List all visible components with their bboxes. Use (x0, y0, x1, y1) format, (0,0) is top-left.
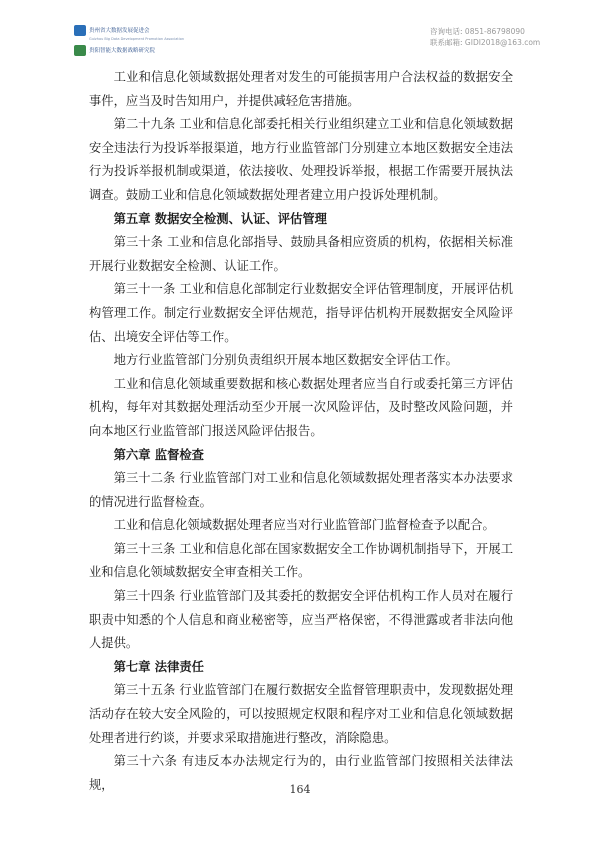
chapter-heading: 第六章 监督检查 (113, 447, 204, 462)
body-paragraph: 第二十九条 工业和信息化部委托相关行业组织建立工业和信息化领域数据安全违法行为投诉举报渠道，地方行业监管部门分别建立本地区数据安全违法行为投诉举报机制或渠道，依法接收、处理投诉举报，根据工作需要开展执法调查。鼓励工业和信息化领域数据处理者建立用户投诉处理机制。 (89, 117, 513, 202)
body-paragraph: 第三十三条 工业和信息化部在国家数据安全工作协调机制指导下，开展工业和信息化领域数据安全审查相关工作。 (89, 541, 513, 580)
contact-phone: 0851-86798090 (464, 27, 525, 36)
contact-phone-label: 咨询电话: (430, 27, 463, 36)
logo-row-en (74, 35, 194, 42)
contact-email-row (430, 37, 540, 48)
logo-line-1-en: Guizhou Big Data Development Promotion Association (89, 36, 185, 41)
logo-row-institute (74, 44, 194, 57)
contact-email-label: 联系邮箱: (430, 38, 463, 47)
association-logo-icon (74, 25, 86, 36)
body-paragraph: 第三十一条 工业和信息化部制定行业数据安全评估管理制度，开展评估机构管理工作。制定行业数据安全评估规范，指导评估机构开展数据安全风险评估、出境安全评估等工作。 (89, 282, 513, 344)
chapter-heading: 第五章 数据安全检测、认证、评估管理 (113, 211, 327, 226)
body-paragraph: 第三十四条 行业监管部门及其委托的数据安全评估机构工作人员对在履行职责中知悉的个人信息和商业秘密等，应当严格保密，不得泄露或者非法向他人提供。 (89, 589, 513, 651)
body-paragraph: 工业和信息化领域重要数据和核心数据处理者应当自行或委托第三方评估机构，每年对其数据处理活动至少开展一次风险评估，及时整改风险问题，并向本地区行业监管部门报送风险评估报告。 (89, 376, 513, 438)
chapter-heading: 第七章 法律责任 (113, 659, 204, 674)
body-paragraph: 第三十条 工业和信息化部指导、鼓励具备相应资质的机构，依据相关标准开展行业数据安全检测、认证工作。 (89, 235, 513, 273)
contact-email: GIDI2018@163.com (464, 38, 541, 47)
body-paragraph: 工业和信息化领域数据处理者对发生的可能损害用户合法权益的数据安全事件，应当及时告知用户，并提供减轻危害措施。 (89, 70, 513, 108)
institute-logo-icon (74, 45, 86, 56)
logo-line-1: 贵州省大数据发展促进会 (89, 27, 150, 34)
body-paragraph: 第三十六条 有违反本办法规定行为的，由行业监管部门按照相关法律法规， (89, 754, 513, 792)
logo-line-2: 贵阳智能大数据战略研究院 (89, 47, 156, 54)
organization-logo (74, 24, 194, 54)
body-paragraph: 地方行业监管部门分别负责组织开展本地区数据安全评估工作。 (113, 353, 458, 368)
document-body (89, 66, 513, 797)
contact-phone-row (430, 26, 540, 37)
body-paragraph: 工业和信息化领域数据处理者应当对行业监管部门监督检查予以配合。 (113, 518, 495, 533)
contact-info (430, 26, 540, 48)
body-paragraph: 第三十二条 行业监管部门对工业和信息化领域数据处理者落实本办法要求的情况进行监督检查。 (89, 471, 513, 509)
page-header (0, 0, 600, 56)
page-number: 164 (289, 783, 311, 796)
body-paragraph: 第三十五条 行业监管部门在履行数据安全监督管理职责中，发现数据处理活动存在较大安全风险的，可以按照规定权限和程序对工业和信息化领域数据处理者进行约谈，并要求采取措施进行整改，消除隐患。 (89, 683, 513, 745)
